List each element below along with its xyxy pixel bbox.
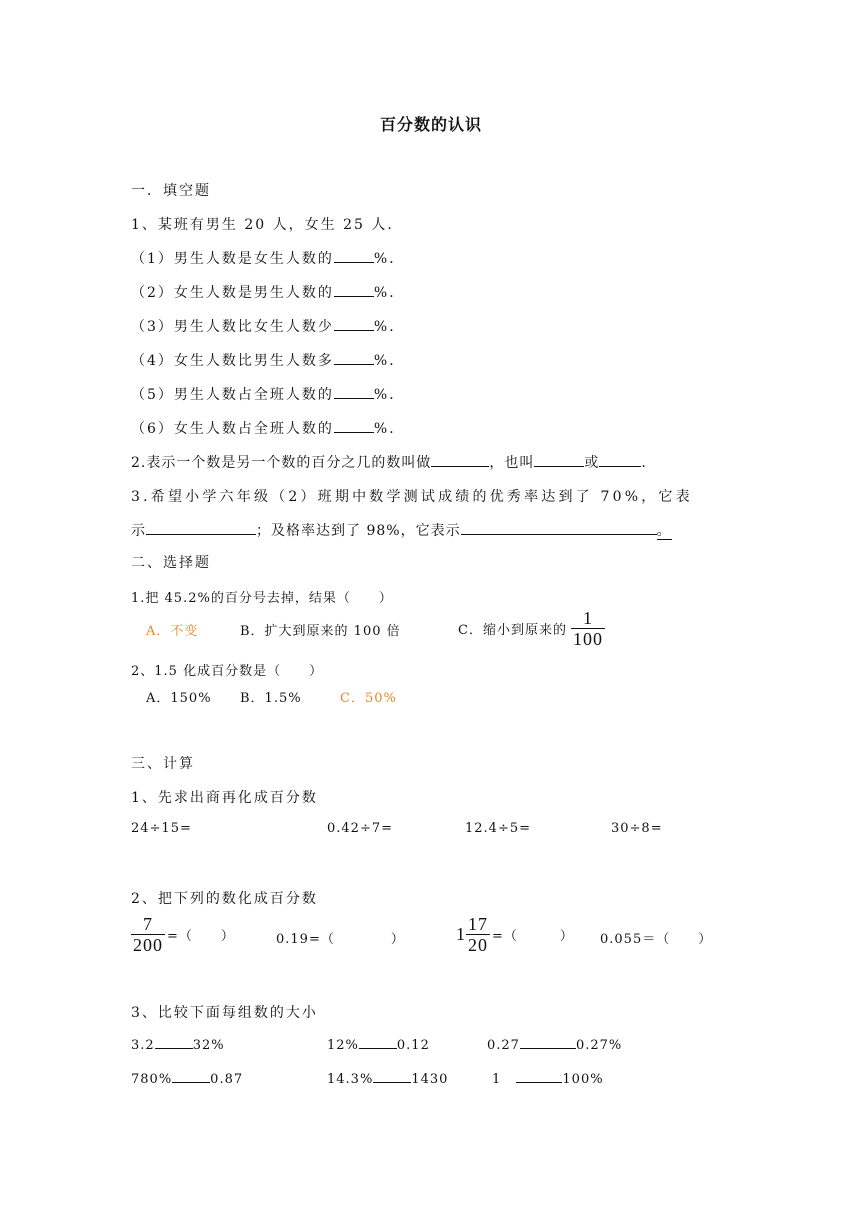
mixed-number-fraction [466, 914, 490, 955]
section-2-heading: 二、选择题 [131, 555, 211, 571]
convert-item-1 [131, 914, 235, 955]
mixed-number-whole: 1 [456, 924, 466, 944]
q1-sub-1-text: （1）男生人数是女生人数的 [131, 251, 334, 267]
compare-pair [131, 1070, 243, 1087]
q1-sub-5-text: （5）男生人数占全班人数的 [131, 387, 334, 403]
compare-right: 0.12 [396, 1038, 430, 1053]
fraction-numerator: 7 [143, 914, 153, 934]
q1-sub-4-text: （4）女生人数比男生人数多 [131, 353, 334, 369]
q2-text-a: 2.表示一个数是另一个数的百分之几的数叫做 [131, 455, 432, 471]
q2-text-d: . [641, 455, 647, 471]
answer-blank[interactable] [599, 454, 641, 467]
mixed-number [456, 914, 490, 955]
q1-sub-5 [131, 384, 405, 404]
compare-pair [327, 1036, 430, 1053]
q1-sub-2 [131, 282, 405, 302]
compare-right: 100% [562, 1072, 604, 1087]
answer-blank[interactable] [334, 386, 374, 399]
compare-left: 780% [131, 1072, 173, 1087]
compare-pair [487, 1036, 622, 1053]
compare-pair [492, 1070, 604, 1087]
answer-blank[interactable] [146, 522, 256, 535]
section-3-heading: 三、计算 [131, 756, 195, 772]
answer-blank[interactable] [334, 420, 374, 433]
q1-sub-4 [131, 350, 405, 370]
fraction-denominator: 20 [468, 935, 488, 955]
choice-q1-option-b[interactable]: B．扩大到原来的 100 倍 [240, 624, 401, 639]
convert-item-4[interactable]: 0.055＝（ ） [600, 932, 713, 947]
fraction-numerator: 1 [582, 608, 593, 628]
q3-line-2 [131, 520, 672, 540]
q1-sub-6-text: （6）女生人数占全班人数的 [131, 421, 334, 437]
convert-item-3 [456, 914, 574, 955]
q1-sub-3-suffix: %． [373, 319, 406, 335]
answer-blank[interactable] [334, 318, 374, 331]
compare-right: 0.27% [575, 1038, 623, 1053]
calc-item: 30÷8= [611, 821, 663, 836]
q2-text-b: ，也叫 [489, 455, 535, 471]
answer-blank[interactable] [431, 454, 489, 467]
choice-q1-option-c-text: C．缩小到原来的 [458, 623, 567, 638]
calc-q3-stem: 3、比较下面每组数的大小 [131, 1005, 318, 1021]
answer-blank[interactable] [359, 1036, 397, 1049]
calc-item: 12.4÷5= [465, 821, 532, 836]
answer-blank[interactable] [534, 454, 584, 467]
q1-sub-2-text: （2）女生人数是男生人数的 [131, 285, 334, 301]
answer-blank[interactable] [520, 1036, 576, 1049]
q3-text-c: 。 [656, 523, 672, 539]
answer-blank[interactable] [516, 1070, 562, 1083]
compare-right: 0.87 [210, 1072, 244, 1087]
q3-text-b: ；及格率达到了 98%，它表示 [256, 523, 461, 539]
convert-item-1-answer[interactable]: =（ ） [167, 929, 235, 944]
page-title: 百分数的认识 [380, 115, 483, 134]
choice-q1-stem: 1.把 45.2%的百分号去掉，结果（ ） [131, 591, 393, 606]
calc-item: 24÷15= [131, 821, 192, 836]
compare-left: 12% [327, 1038, 359, 1053]
compare-right: 1430 [411, 1072, 449, 1087]
q1-sub-3 [131, 316, 405, 336]
choice-q1-option-c[interactable] [458, 608, 605, 649]
q1-sub-3-text: （3）男生人数比女生人数少 [131, 319, 334, 335]
fraction-one-hundredth [571, 608, 605, 649]
answer-blank[interactable] [461, 522, 657, 535]
convert-item-3-answer[interactable]: =（ ） [492, 929, 574, 944]
answer-blank[interactable] [172, 1070, 210, 1083]
compare-left: 3.2 [131, 1038, 155, 1053]
compare-right: 32% [192, 1038, 225, 1053]
fraction-denominator: 200 [133, 935, 163, 955]
choice-q2-option-b[interactable]: B．1.5% [240, 691, 302, 706]
choice-q2-option-a[interactable]: A．150% [146, 691, 212, 706]
q1-sub-2-suffix: %． [373, 285, 406, 301]
compare-pair [327, 1070, 448, 1087]
q3-text-a: 示 [131, 523, 146, 539]
answer-blank[interactable] [334, 250, 374, 263]
calc-item: 0.42÷7= [327, 821, 394, 836]
calc-q1-stem: 1、先求出商再化成百分数 [131, 790, 318, 806]
q1-sub-1 [131, 248, 405, 268]
fraction-numerator: 17 [468, 914, 488, 934]
section-1-heading: 一．填空题 [131, 183, 211, 199]
q1-sub-6 [131, 418, 405, 438]
calc-q2-stem: 2、把下列的数化成百分数 [131, 891, 318, 907]
choice-q2-option-c[interactable]: C．50% [340, 691, 397, 706]
q2-text-c: 或 [584, 455, 600, 471]
q1-sub-5-suffix: %． [373, 387, 406, 403]
convert-item-2[interactable]: 0.19=（ ） [276, 932, 405, 947]
compare-left: 1 [492, 1072, 507, 1087]
answer-blank[interactable] [155, 1036, 193, 1049]
compare-left: 14.3% [327, 1072, 374, 1087]
q1-sub-1-suffix: %． [373, 251, 406, 267]
q3-line-1: 3.希望小学六年级（2）班期中数学测试成绩的优秀率达到了 70%，它表 [131, 489, 693, 505]
compare-pair [131, 1036, 225, 1053]
answer-blank[interactable] [373, 1070, 411, 1083]
q2-line [131, 452, 647, 472]
compare-left: 0.27 [487, 1038, 520, 1053]
q1-stem: 1、某班有男生 20 人，女生 25 人． [131, 217, 404, 233]
choice-q2-stem: 2、1.5 化成百分数是（ ） [131, 664, 324, 679]
fraction-denominator: 100 [572, 629, 603, 649]
choice-q1-option-a[interactable]: A．不变 [146, 624, 199, 639]
answer-blank[interactable] [334, 284, 374, 297]
fraction-7-200 [131, 914, 165, 955]
q1-sub-4-suffix: %． [373, 353, 406, 369]
q1-sub-6-suffix: %． [373, 421, 406, 437]
answer-blank[interactable] [334, 352, 374, 365]
